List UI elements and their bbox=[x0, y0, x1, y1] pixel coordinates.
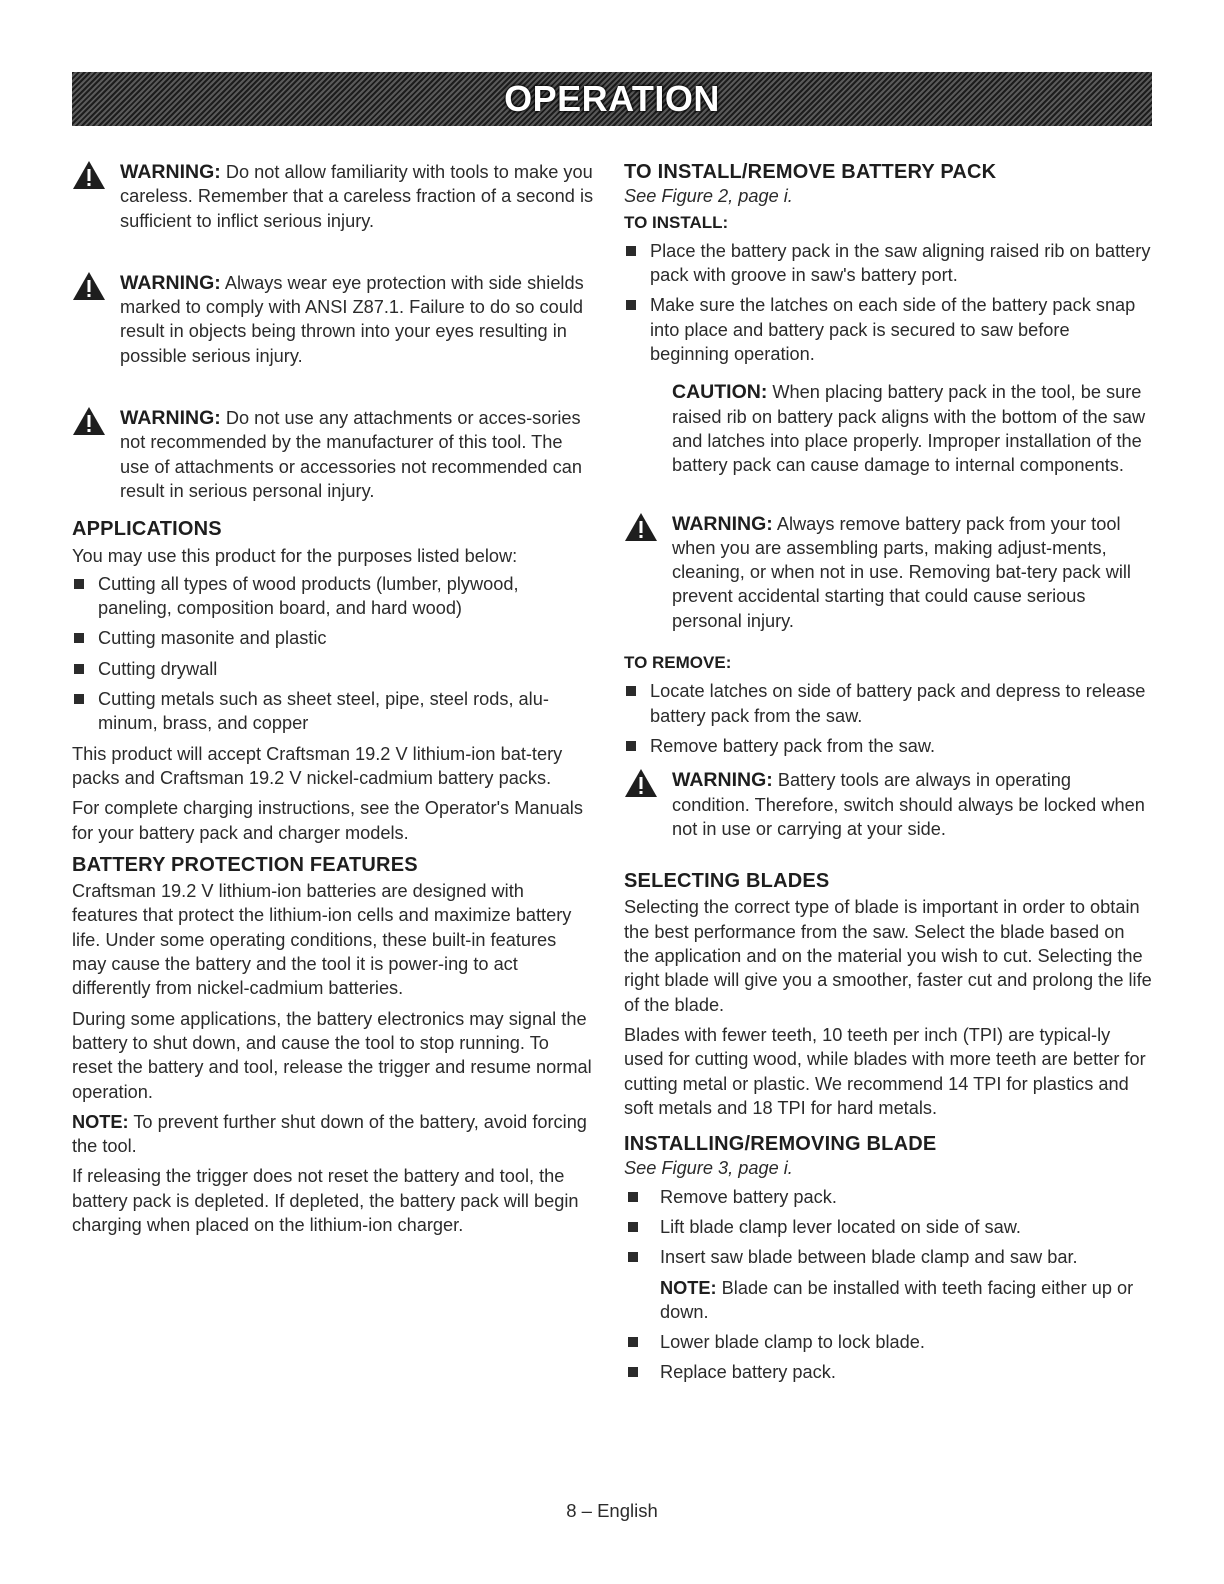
warning-text: Always remove battery pack from your tool when you are assembling parts, making adjust-ments, cleaning, or when not in use. Removing bat-tery pack will prevent accidental starting that could cause serious personal injury. bbox=[672, 513, 1131, 631]
selecting-blades-para-1: Selecting the correct type of blade is important in order to obtain the best performance from the saw. Select the blade based on the application and on the material you wish to cut. Selecting the right blade will give you a smoother, faster cut and prolong the life of the blade. bbox=[624, 897, 1152, 1015]
warning-label: WARNING: bbox=[672, 512, 773, 535]
applications-list bbox=[72, 572, 594, 736]
figure-reference: See Figure 2, page i. bbox=[624, 186, 793, 207]
warning-label: WARNING: bbox=[120, 161, 221, 183]
list-item: Lift blade clamp lever located on side of saw. bbox=[624, 1215, 1152, 1239]
install-list bbox=[624, 239, 1152, 366]
left-column bbox=[72, 160, 594, 1237]
warning-block bbox=[72, 406, 594, 503]
note-text: To prevent further shut down of the battery, avoid forcing the tool. bbox=[72, 1111, 587, 1157]
battery-protection-para-2: During some applications, the battery electronics may signal the battery to shut down, and cause the tool to stop running. To reset the battery and tool, release the trigger and resume normal operation. bbox=[72, 1008, 592, 1102]
warning-icon bbox=[72, 271, 106, 301]
remove-list bbox=[624, 679, 1152, 758]
battery-protection-note bbox=[72, 1110, 594, 1159]
battery-protection-para-1: Craftsman 19.2 V lithium-ion batteries are designed with features that protect the lithium-ion cells and maximize battery life. Under some operating conditions, these built-in features may cause the battery and the tool it is power-ing to act differently from nickel-cadmium batteries. bbox=[72, 881, 572, 999]
section-banner bbox=[72, 72, 1152, 126]
applications-para-1: This product will accept Craftsman 19.2 V lithium-ion bat-tery packs and Craftsman 19.2 V nickel-cadmium battery packs. bbox=[72, 743, 563, 788]
list-item: Cutting masonite and plastic bbox=[72, 626, 594, 650]
warning-text: Always wear eye protection with side shields marked to comply with ANSI Z87.1. Failure to do so could result in objects being thrown into your eyes resulting in possible serious injury. bbox=[120, 272, 584, 366]
warning-icon bbox=[72, 406, 106, 436]
selecting-blades-heading: SELECTING BLADES bbox=[624, 870, 830, 893]
warning-icon bbox=[624, 768, 658, 798]
caution-label: CAUTION: bbox=[672, 381, 768, 404]
note-label: NOTE: bbox=[72, 1111, 129, 1132]
blade-steps-list bbox=[624, 1185, 1152, 1270]
list-item: Locate latches on side of battery pack and depress to release battery pack from the saw. bbox=[624, 679, 1152, 728]
blade-note bbox=[624, 1276, 1152, 1325]
warning-block bbox=[624, 768, 1152, 841]
list-item: Remove battery pack. bbox=[624, 1185, 1152, 1209]
list-item: Make sure the latches on each side of the battery pack snap into place and battery pack is secured to saw before beginning operation. bbox=[624, 293, 1152, 366]
warning-block bbox=[72, 271, 594, 368]
warning-block bbox=[624, 512, 1152, 633]
applications-para-2: For complete charging instructions, see the Operator's Manuals for your battery pack and charger models. bbox=[72, 798, 583, 843]
list-item: Lower blade clamp to lock blade. bbox=[624, 1330, 1152, 1354]
warning-label: WARNING: bbox=[120, 407, 221, 430]
warning-text: Battery tools are always in operating condition. Therefore, switch should always be locked when not in use or carrying at your side. bbox=[672, 770, 1145, 839]
warning-icon bbox=[624, 512, 658, 542]
figure-reference: See Figure 3, page i. bbox=[624, 1158, 793, 1179]
note-label: NOTE: bbox=[660, 1277, 717, 1298]
to-remove-subheading: TO REMOVE: bbox=[624, 653, 732, 673]
note-text: Blade can be installed with teeth facing either up or down. bbox=[660, 1277, 1134, 1322]
list-item: Cutting all types of wood products (lumber, plywood, paneling, composition board, and hard wood) bbox=[72, 572, 594, 621]
list-item: Replace battery pack. bbox=[624, 1360, 1152, 1384]
right-column bbox=[624, 160, 1152, 1391]
warning-label: WARNING: bbox=[672, 769, 773, 792]
battery-protection-para-3: If releasing the trigger does not reset the battery and tool, the battery pack is depleted. If depleted, the battery pack will begin charging when placed on the lithium-ion charger. bbox=[72, 1166, 579, 1235]
install-remove-heading: TO INSTALL/REMOVE BATTERY PACK bbox=[624, 161, 997, 183]
list-item: Place the battery pack in the saw aligning raised rib on battery pack with groove in saw's battery port. bbox=[624, 239, 1152, 288]
list-item: Remove battery pack from the saw. bbox=[624, 734, 1152, 758]
caution-text: When placing battery pack in the tool, be sure raised rib on battery pack aligns with the bottom of the saw and latches into place properly. Improper installation of the battery pack can cause damage to internal components. bbox=[672, 382, 1146, 476]
warning-text: Do not use any attachments or acces-sories not recommended by the manufacturer of this tool. The use of attachments or accessories not recommended can result in serious personal injury. bbox=[120, 408, 582, 501]
warning-label: WARNING: bbox=[120, 271, 221, 294]
blade-steps-list-2 bbox=[624, 1330, 1152, 1385]
warning-block bbox=[72, 160, 594, 233]
applications-heading: APPLICATIONS bbox=[72, 518, 222, 541]
list-item: Cutting drywall bbox=[72, 657, 594, 681]
to-install-subheading: TO INSTALL: bbox=[624, 212, 729, 232]
warning-icon bbox=[72, 160, 106, 190]
applications-intro: You may use this product for the purposes listed below: bbox=[72, 545, 518, 566]
installing-blade-heading: INSTALLING/REMOVING BLADE bbox=[624, 1133, 937, 1156]
list-item: Insert saw blade between blade clamp and saw bar. bbox=[624, 1245, 1152, 1269]
warning-text: Do not allow familiarity with tools to make you careless. Remember that a careless fraction of a second is sufficient to inflict serious injury. bbox=[120, 162, 594, 231]
selecting-blades-para-2: Blades with fewer teeth, 10 teeth per inch (TPI) are typical-ly used for cutting wood, while blades with more teeth are better for cutting metal or plastic. We recommend 14 TPI for plastics and soft metals and 18 TPI for hard metals. bbox=[624, 1024, 1146, 1118]
page-title: OPERATION bbox=[504, 78, 720, 119]
list-item: Cutting metals such as sheet steel, pipe, steel rods, alu-minum, brass, and copper bbox=[72, 687, 594, 736]
page-footer: 8 – English bbox=[566, 1500, 658, 1521]
battery-protection-heading: BATTERY PROTECTION FEATURES bbox=[72, 853, 418, 876]
caution-block bbox=[624, 380, 1152, 477]
